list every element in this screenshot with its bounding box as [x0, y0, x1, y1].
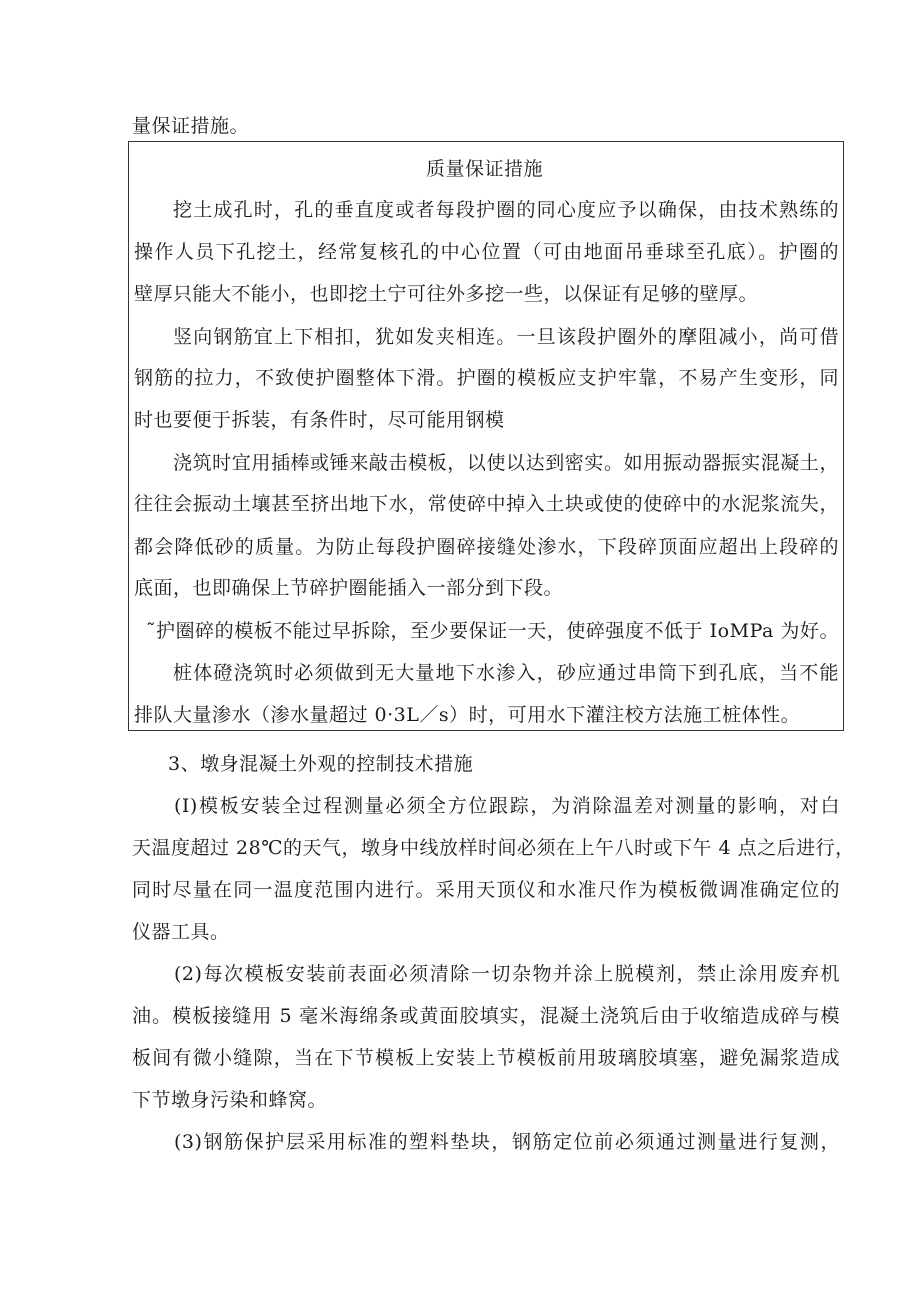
box-line: 往往会振动土壤甚至挤出地下水，常使碎中掉入土块或使的使碎中的水泥浆流失，: [134, 493, 839, 515]
box-line: ˜护圈碎的模板不能过早拆除，至少要保证一天，使碎强度不低于 IoMPa 为好。: [146, 620, 839, 642]
section-heading: 3、墩身混凝土外观的控制技术措施: [168, 753, 474, 775]
box-line: 底面，也即确保上节碎护圈能插入一部分到下段。: [134, 577, 564, 599]
section-line: 下节墩身污染和蜂窝。: [132, 1089, 328, 1111]
box-line: 操作人员下孔挖土，经常复核孔的中心位置（可由地面吊垂球至孔底）。护圈的: [134, 241, 839, 263]
box-line: 排队大量渗水（渗水量超过 0·3L／s）时，可用水下灌注校方法施工桩体性。: [134, 704, 801, 726]
box-line: 壁厚只能大不能小，也即挖土宁可往外多挖一些，以保证有足够的壁厚。: [134, 283, 759, 305]
box-line: 浇筑时宜用插棒或锤来敲击模板，以使以达到密实。如用振动器振实混凝土，: [173, 452, 839, 474]
section-line: 油。模板接缝用 5 毫米海绵条或黄面胶填实，混凝土浇筑后由于收缩造成碎与模: [132, 1005, 840, 1027]
box-line: 时也要便于拆装，有条件时，尽可能用钢模: [134, 409, 505, 431]
box-line: 竖向钢筋宜上下相扣，犹如发夹相连。一旦该段护圈外的摩阻减小，尚可借: [173, 326, 839, 348]
box-line: 钢筋的拉力，不致使护圈整体下滑。护圈的模板应支护牢靠，不易产生变形，同: [134, 367, 839, 389]
section-line: 板间有微小缝隙，当在下节模板上安装上节模板前用玻璃胶填塞，避免漏浆造成: [132, 1047, 840, 1069]
section-line: (I)模板安装全过程测量必须全方位跟踪，为消除温差对测量的影响，对白: [174, 795, 840, 817]
box-line: 都会降低砂的质量。为防止每段护圈碎接缝处渗水，下段碎顶面应超出上段碎的: [134, 536, 839, 558]
section-line: 仪器工具。: [132, 921, 230, 943]
section-line: 同时尽量在同一温度范围内进行。采用天顶仪和水准尺作为模板微调准确定位的: [132, 879, 840, 901]
intro-tail-text: 量保证措施。: [132, 115, 250, 137]
section-line: (3)钢筋保护层采用标准的塑料垫块，钢筋定位前必须通过测量进行复测，: [174, 1131, 840, 1153]
section-line: 天温度超过 28℃的天气，墩身中线放样时间必须在上午八时或下午 4 点之后进行，: [132, 837, 855, 859]
box-line: 桩体磴浇筑时必须做到无大量地下水渗入，砂应通过串筒下到孔底，当不能: [173, 662, 839, 684]
section-line: (2)每次模板安装前表面必须清除一切杂物并涂上脱模剂，禁止涂用废弃机: [174, 963, 840, 985]
box-title: 质量保证措施: [426, 158, 544, 180]
box-line: 挖土成孔时，孔的垂直度或者每段护圈的同心度应予以确保，由技术熟练的: [173, 199, 839, 221]
